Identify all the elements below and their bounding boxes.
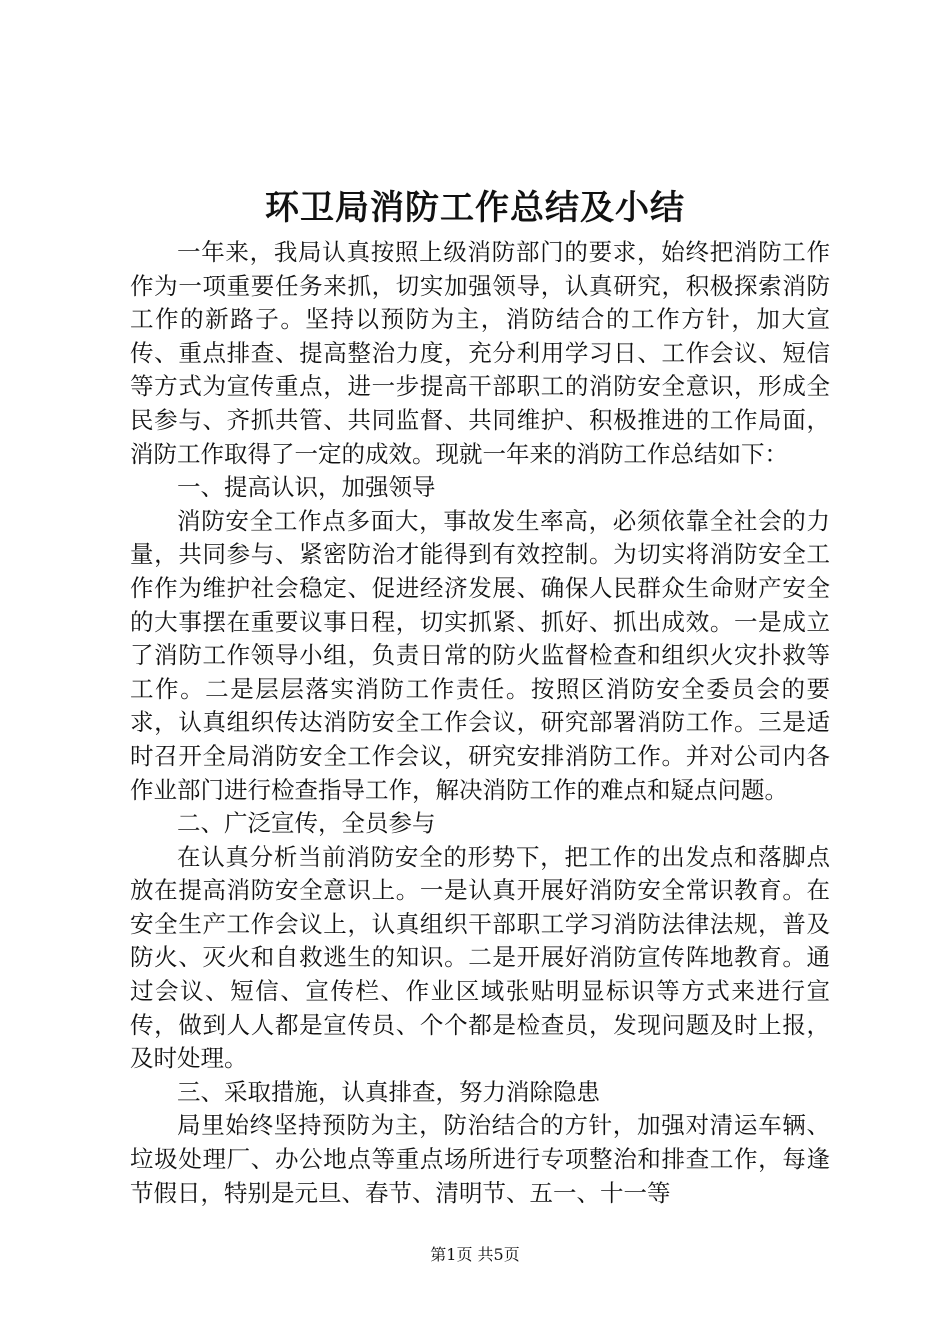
page-footer: 第1页 共5页	[430, 1245, 520, 1264]
section-heading-1: 一、提高认识，加强领导	[177, 473, 436, 502]
intro-paragraph: 一年来，我局认真按照上级消防部门的要求，始终把消防工作作为一项重要任务来抓，切实加强领导，认真研究，积极探索消防工作的新路子。坚持以预防为主，消防结合的工作方针，加大宣传、重点排查、提高整治力度，充分利用学习日、工作会议、短信等方式为宣传重点，进一步提高干部职工的消防安全意识，形成全民参与、齐抓共管、共同监督、共同维护、积极推进的工作局面，消防工作取得了一定的成效。现就一年来的消防工作总结如下：	[130, 238, 830, 468]
section-heading-3: 三、采取措施，认真排查，努力消除隐患	[177, 1077, 600, 1106]
document-body	[130, 236, 830, 1210]
section-paragraph-1: 消防安全工作点多面大，事故发生率高，必须依靠全社会的力量，共同参与、紧密防治才能得到有效控制。为切实将消防安全工作作为维护社会稳定、促进经济发展、确保人民群众生命财产安全的大事摆在重要议事日程，切实抓紧、抓好、抓出成效。一是成立了消防工作领导小组，负责日常的防火监督检查和组织火灾扑救等工作。二是层层落实消防工作责任。按照区消防安全委员会的要求，认真组织传达消防安全工作会议，研究部署消防工作。三是适时召开全局消防安全工作会议，研究安排消防工作。并对公司内各作业部门进行检查指导工作，解决消防工作的难点和疑点问题。	[130, 506, 830, 804]
document-title: 环卫局消防工作总结及小结	[265, 188, 685, 228]
section-heading-2: 二、广泛宣传，全员参与	[177, 809, 436, 838]
section-paragraph-3: 局里始终坚持预防为主，防治结合的方针，加强对清运车辆、垃圾处理厂、办公地点等重点场所进行专项整治和排查工作，每逢节假日，特别是元旦、春节、清明节、五一、十一等	[130, 1111, 830, 1207]
section-paragraph-2: 在认真分析当前消防安全的形势下，把工作的出发点和落脚点放在提高消防安全意识上。一是认真开展好消防安全常识教育。在安全生产工作会议上，认真组织干部职工学习消防法律法规，普及防火、灭火和自救逃生的知识。二是开展好消防宣传阵地教育。通过会议、短信、宣传栏、作业区域张贴明显标识等方式来进行宣传，做到人人都是宣传员、个个都是检查员，发现问题及时上报，及时处理。	[130, 842, 830, 1073]
